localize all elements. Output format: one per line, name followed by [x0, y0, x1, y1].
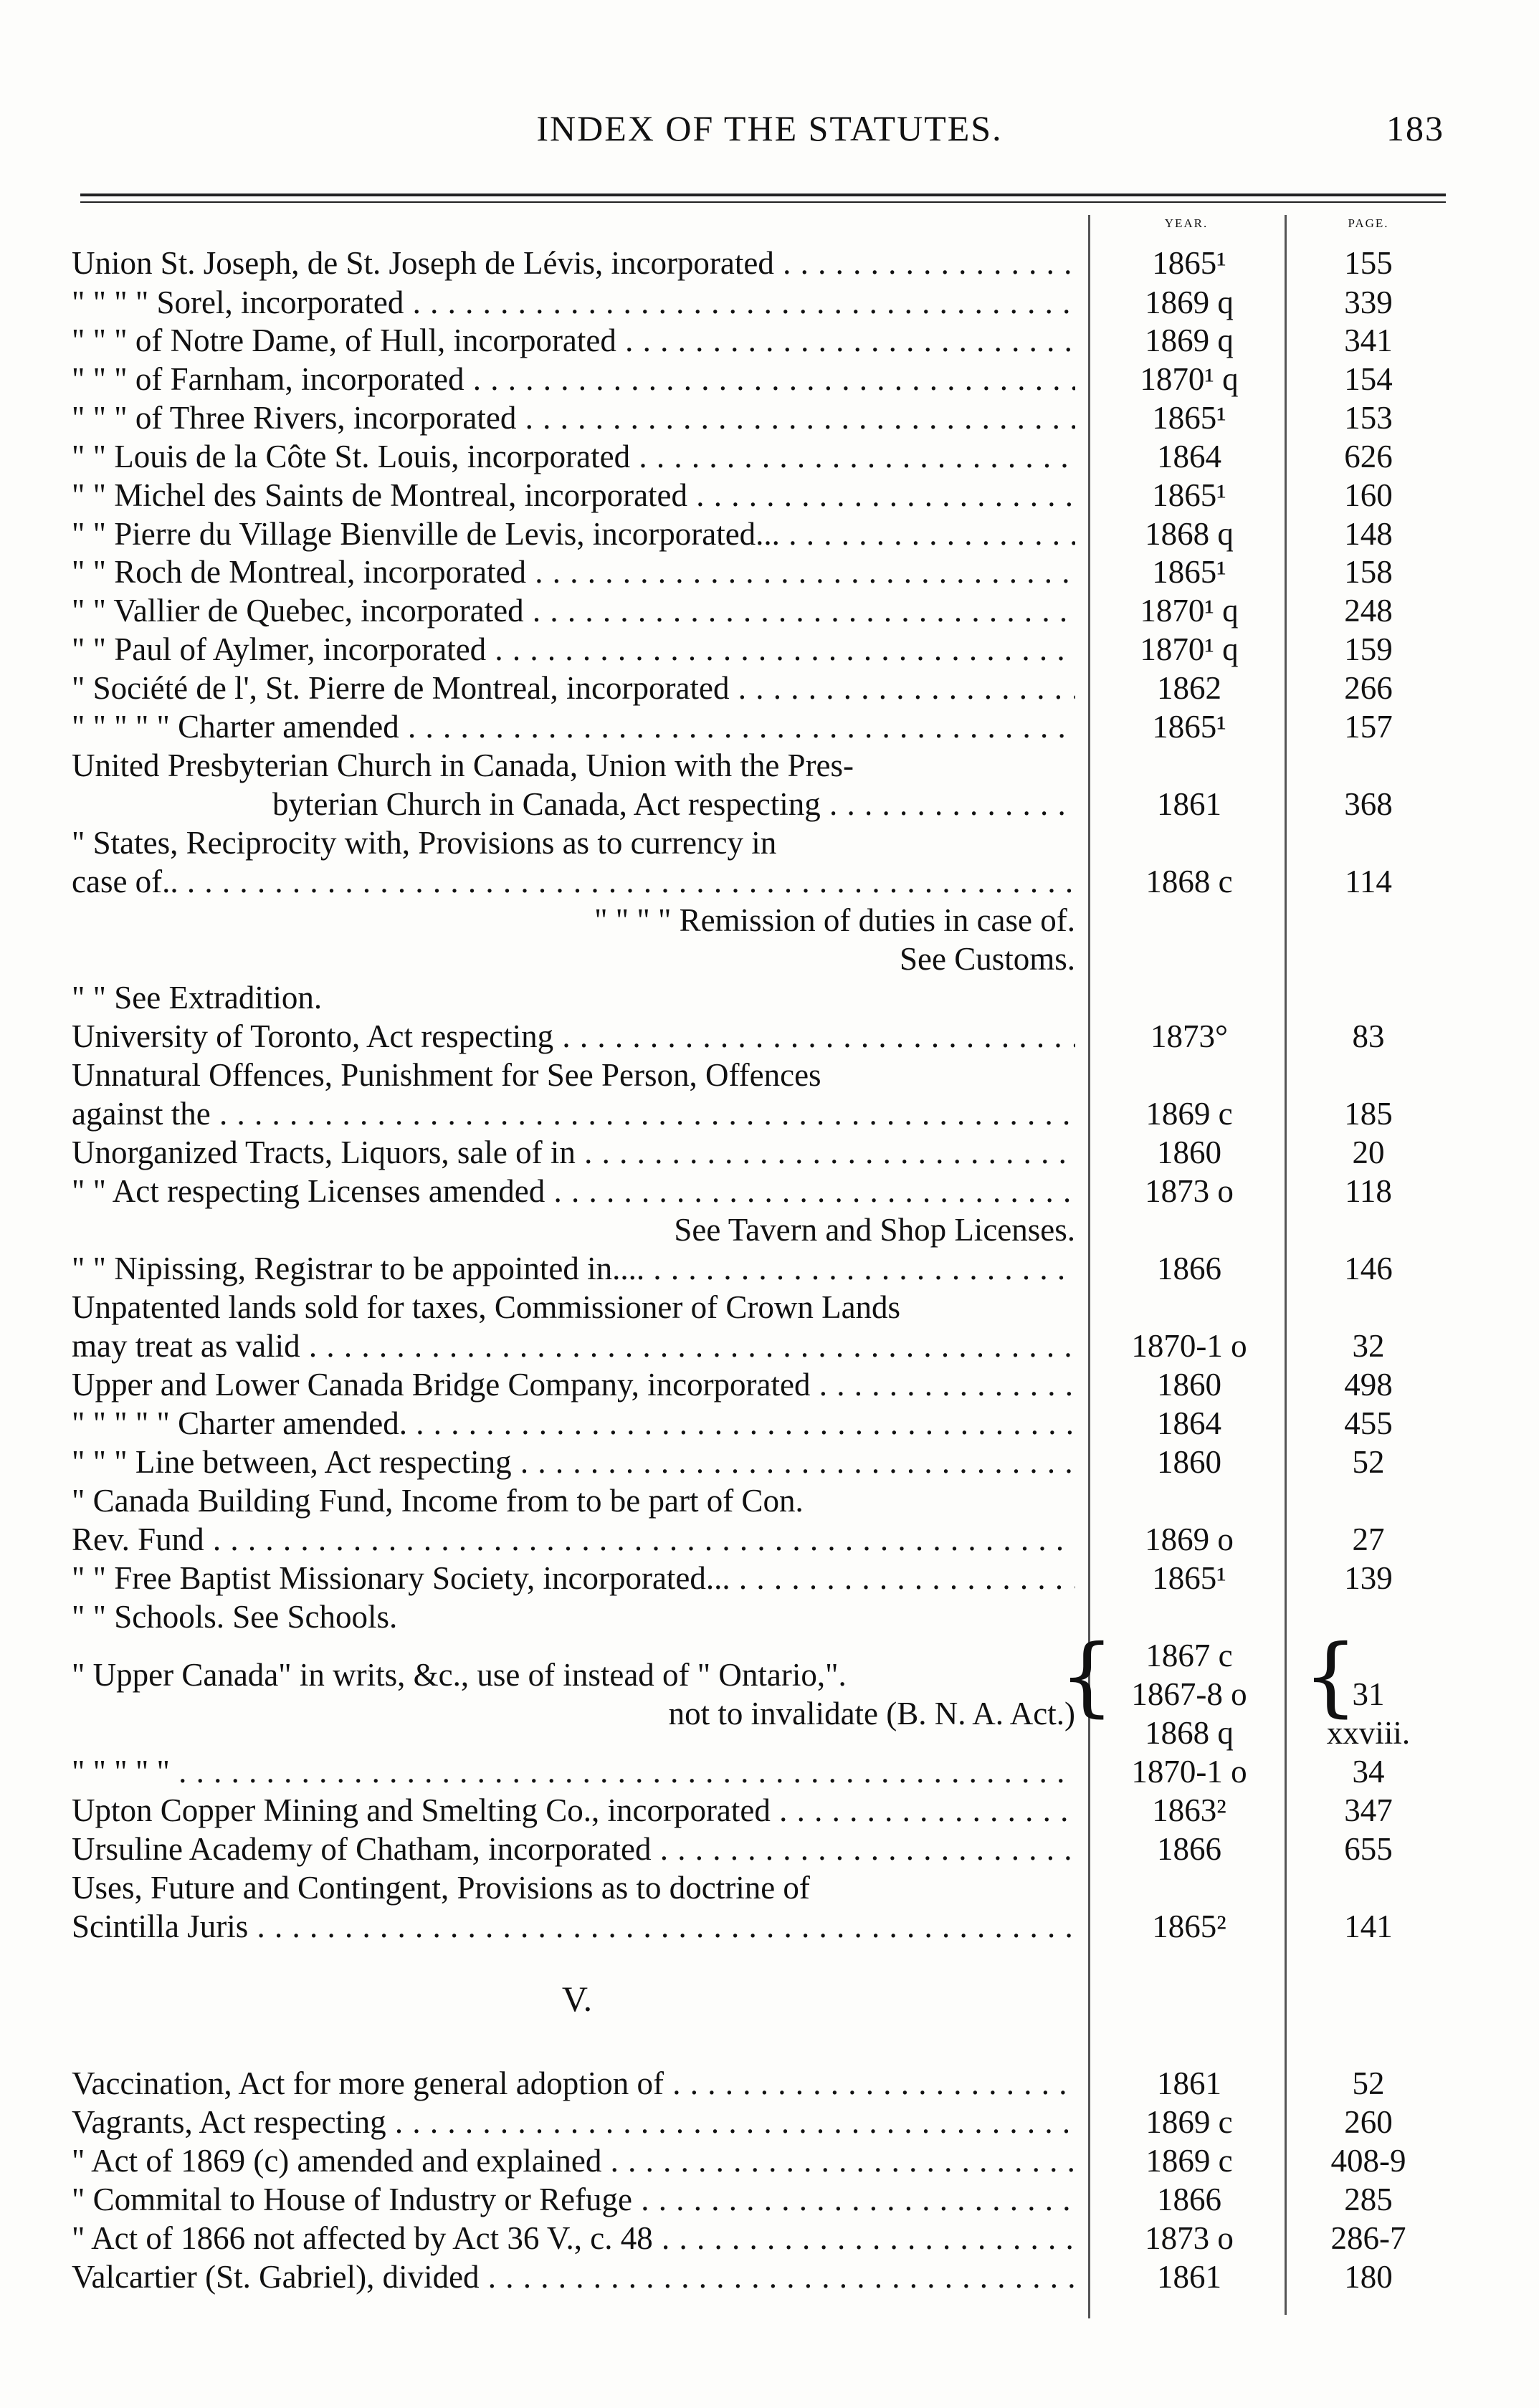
entry-year: 1860 [1157, 1444, 1221, 1480]
index-entry [72, 2141, 1455, 2180]
header-rule-thick [80, 194, 1446, 196]
index-entry [72, 515, 1455, 553]
entry-year: 1870¹ q [1140, 361, 1239, 397]
index-entry [72, 1056, 1455, 1094]
entry-year: 1873 o [1145, 2220, 1234, 2256]
index-entry [72, 553, 1455, 591]
entry-page: 32 [1352, 1328, 1385, 1364]
entry-page: 341 [1344, 322, 1393, 358]
entry-year: 1865¹ [1152, 400, 1226, 436]
entry-year: 1867-8 o [1131, 1676, 1247, 1712]
index-entry [72, 1830, 1455, 1868]
index-entry [72, 360, 1455, 398]
entry-text: Ursuline Academy of Chatham, incorporated . . . [72, 1830, 1075, 1868]
entry-text: Vagrants, Act respecting . . . [72, 2103, 1075, 2141]
index-entry [72, 1791, 1455, 1830]
entry-text: Vaccination, Act for more general adoption of . . . [72, 2064, 1075, 2103]
index-entry [72, 669, 1455, 707]
entry-text: " " " " Remission of duties in case of. [594, 902, 1075, 938]
entry-page: 285 [1344, 2182, 1393, 2217]
entry-text: University of Toronto, Act respecting . . . [72, 1017, 1075, 1056]
entry-page: 626 [1344, 439, 1393, 474]
entry-year: 1869 c [1145, 2104, 1233, 2140]
column-heading-year: YEAR. [1164, 216, 1209, 230]
entry-year: 1865¹ [1152, 477, 1226, 513]
entry-page: 339 [1344, 285, 1393, 320]
entry-text: " " Schools. See Schools. [72, 1599, 398, 1635]
entry-page: 52 [1352, 2065, 1385, 2101]
index-entry [72, 1365, 1455, 1404]
entry-text: " " Vallier de Quebec, incorporated . . . [72, 591, 1075, 630]
entry-text: Unorganized Tracts, Liquors, sale of in . . . [72, 1133, 1075, 1172]
entry-year: 1861 [1157, 2259, 1221, 2295]
entry-year: 1865¹ [1152, 709, 1226, 745]
entry-text: See Tavern and Shop Licenses. [674, 1212, 1075, 1248]
entry-page: 260 [1344, 2104, 1393, 2140]
entry-text: " " Paul of Aylmer, incorporated . . . [72, 630, 1075, 669]
entry-text: " " Free Baptist Missionary Society, incorporated... . . . [72, 1559, 1075, 1597]
entry-page: 185 [1344, 1096, 1393, 1132]
index-entry [72, 1597, 1455, 1636]
entry-text: Unpatented lands sold for taxes, Commissioner of Crown Lands [72, 1289, 901, 1325]
entry-year: 1869 o [1145, 1521, 1234, 1557]
entry-page: 160 [1344, 477, 1393, 513]
entry-text: not to invalidate (B. N. A. Act.) [668, 1696, 1075, 1731]
entry-year: 1866 [1157, 1831, 1221, 1867]
entry-text: against the . . . [72, 1094, 1075, 1133]
entry-year: 1868 c [1145, 864, 1233, 899]
entry-year: 1865¹ [1152, 554, 1226, 590]
entry-year: 1864 [1157, 439, 1221, 474]
entry-page: 266 [1344, 670, 1393, 706]
entry-year: 1870¹ q [1140, 631, 1239, 667]
entry-text: " " " " Sorel, incorporated . . . [72, 283, 1075, 322]
index-entry [72, 940, 1455, 978]
entry-text: case of.. . . . [72, 862, 1075, 901]
entry-page: 498 [1344, 1367, 1393, 1403]
entry-text: " " Act respecting Licenses amended . . . [72, 1172, 1075, 1210]
entry-text: Uses, Future and Contingent, Provisions as to doctrine of [72, 1870, 810, 1906]
index-entry [72, 1210, 1455, 1249]
entry-page: 455 [1344, 1405, 1393, 1441]
index-entry [72, 785, 1455, 823]
entry-page: 154 [1344, 361, 1393, 397]
entry-page: xxviii. [1326, 1715, 1411, 1751]
entry-text: " " " of Farnham, incorporated . . . [72, 360, 1075, 398]
index-entry [72, 321, 1455, 360]
entry-text: " Société de l', St. Pierre de Montreal, incorporated . . . [72, 669, 1075, 707]
entry-text: " " Nipissing, Registrar to be appointed in.... . . . [72, 1249, 1075, 1288]
index-entry [72, 283, 1455, 322]
index-entry [72, 862, 1455, 901]
entry-page: 157 [1344, 709, 1393, 745]
index-entry [72, 823, 1455, 862]
entry-page: 286-7 [1330, 2220, 1406, 2256]
entry-page: 655 [1344, 1831, 1393, 1867]
entry-page: 155 [1344, 245, 1393, 281]
entry-page: 34 [1352, 1754, 1385, 1790]
entry-text: " " " " " . . . [72, 1752, 1075, 1791]
entry-year: 1864 [1157, 1405, 1221, 1441]
entry-text: " Act of 1869 (c) amended and explained . . . [72, 2141, 1075, 2180]
entry-text: " " " " " Charter amended . . . [72, 707, 1075, 746]
entry-text: " Upper Canada" in writs, &c., use of instead of " Ontario,". [72, 1657, 847, 1693]
entry-year: 1866 [1157, 1251, 1221, 1286]
entry-page: 158 [1344, 554, 1393, 590]
entry-year: 1863² [1152, 1792, 1226, 1828]
entry-year: 1869 q [1145, 285, 1234, 320]
entry-year: 1870-1 o [1131, 1754, 1247, 1790]
section-heading-v: V. [561, 1979, 593, 2019]
index-entry [72, 1696, 1455, 1752]
entry-year: 1869 c [1145, 2143, 1233, 2179]
index-entry [72, 978, 1455, 1017]
entry-text: byterian Church in Canada, Act respecting . . . [272, 785, 1075, 823]
entry-year: 1866 [1157, 2182, 1221, 2217]
index-entry [72, 244, 1455, 282]
entry-page: 148 [1344, 516, 1393, 552]
entry-page: 118 [1345, 1173, 1392, 1209]
entry-page: 27 [1352, 1521, 1385, 1557]
entry-text: " States, Reciprocity with, Provisions as to currency in [72, 825, 777, 861]
entry-text: " Canada Building Fund, Income from to be part of Con. [72, 1483, 804, 1519]
entry-year: 1873 o [1145, 1173, 1234, 1209]
index-entry [72, 1017, 1455, 1056]
entry-year: 1860 [1157, 1134, 1221, 1170]
entry-text: Union St. Joseph, de St. Joseph de Lévis, incorporated . . . [72, 244, 1075, 282]
entry-page: 180 [1344, 2259, 1393, 2295]
index-entry [72, 437, 1455, 476]
index-entry [72, 1559, 1455, 1597]
entry-page: 368 [1344, 786, 1393, 822]
entry-text: Unnatural Offences, Punishment for See Person, Offences [72, 1057, 821, 1093]
entry-text: " " See Extradition. [72, 980, 323, 1016]
index-entry [72, 1249, 1455, 1288]
entry-text: " " Michel des Saints de Montreal, incorporated . . . [72, 476, 1075, 515]
entry-text: " Commital to House of Industry or Refuge . . . [72, 2180, 1075, 2219]
entry-year: 1869 c [1145, 1096, 1233, 1132]
entry-page: 31 [1352, 1676, 1385, 1712]
index-entry [72, 1172, 1455, 1210]
index-entry [72, 746, 1455, 785]
entry-year: 1860 [1157, 1367, 1221, 1403]
index-entry [72, 1868, 1455, 1907]
index-entry [72, 1481, 1455, 1520]
entry-year: 1868 q [1145, 1715, 1234, 1751]
entry-year: 1865² [1152, 1908, 1226, 1944]
index-entry [72, 1520, 1455, 1559]
index-entry [72, 707, 1455, 746]
index-entry [72, 2219, 1455, 2258]
entry-page: 139 [1344, 1560, 1393, 1596]
entry-year: 1869 q [1145, 322, 1234, 358]
entry-text: Upper and Lower Canada Bridge Company, incorporated . . . [72, 1365, 1075, 1404]
entry-page: 20 [1352, 1134, 1385, 1170]
entry-page: 52 [1352, 1444, 1385, 1480]
entry-text: " " " Line between, Act respecting . . . [72, 1443, 1075, 1481]
entry-page: 153 [1344, 400, 1393, 436]
index-entry [72, 398, 1455, 437]
header-rule-thin [80, 201, 1446, 203]
index-entry [72, 1327, 1455, 1365]
entry-year: 1870¹ q [1140, 593, 1239, 629]
index-entry [72, 901, 1455, 940]
entry-year: 1867 c [1145, 1638, 1233, 1673]
entry-year: 1865¹ [1152, 245, 1226, 281]
entry-text: " " " of Notre Dame, of Hull, incorporated . . . [72, 321, 1075, 360]
entry-text: " " Louis de la Côte St. Louis, incorporated . . . [72, 437, 1075, 476]
entry-text: Scintilla Juris . . . [72, 1907, 1075, 1946]
entry-year: 1865¹ [1152, 1560, 1226, 1596]
entry-year: 1870-1 o [1131, 1328, 1247, 1364]
entry-year: 1868 q [1145, 516, 1234, 552]
running-title: INDEX OF THE STATUTES. [536, 108, 1003, 148]
index-entry [72, 1752, 1455, 1791]
index-entry [72, 476, 1455, 515]
left-brace: { [1059, 1627, 1115, 1726]
index-entry [72, 2064, 1455, 2103]
index-entry [72, 1907, 1455, 1946]
entry-text: See Customs. [899, 941, 1075, 977]
right-brace: { [1303, 1627, 1358, 1726]
entry-page: 114 [1345, 864, 1392, 899]
index-entry [72, 630, 1455, 669]
entry-text: " " Roch de Montreal, incorporated . . . [72, 553, 1075, 591]
column-heading-page: PAGE. [1348, 216, 1389, 230]
entry-page: 159 [1344, 631, 1393, 667]
page-number: 183 [1386, 108, 1444, 148]
entry-text: United Presbyterian Church in Canada, Union with the Pres- [72, 747, 854, 783]
entry-page: 408-9 [1330, 2143, 1406, 2179]
entry-text: Valcartier (St. Gabriel), divided . . . [72, 2258, 1075, 2296]
entry-year: 1861 [1157, 2065, 1221, 2101]
entry-text: " " " " " Charter amended. . . . [72, 1404, 1075, 1443]
index-entry [72, 1443, 1455, 1481]
index-entry [72, 1288, 1455, 1327]
index-entry [72, 1094, 1455, 1133]
index-entry [72, 591, 1455, 630]
entry-text: Rev. Fund . . . [72, 1520, 1075, 1559]
entry-page: 83 [1352, 1018, 1385, 1054]
entry-text: " " Pierre du Village Bienville de Levis, incorporated... . . . [72, 515, 1075, 553]
entry-page: 347 [1344, 1792, 1393, 1828]
entry-page: 146 [1344, 1251, 1393, 1286]
entry-page: 248 [1344, 593, 1393, 629]
index-entry [72, 1133, 1455, 1172]
entry-text: may treat as valid . . . [72, 1327, 1075, 1365]
entry-text: " Act of 1866 not affected by Act 36 V., c. 48 . . . [72, 2219, 1075, 2258]
entry-text: Upton Copper Mining and Smelting Co., incorporated . . . [72, 1791, 1075, 1830]
index-entry [72, 2258, 1455, 2296]
entry-text: " " " of Three Rivers, incorporated . . . [72, 398, 1075, 437]
entry-page: 141 [1344, 1908, 1393, 1944]
entry-year: 1862 [1157, 670, 1221, 706]
index-entry [72, 2180, 1455, 2219]
entry-year: 1861 [1157, 786, 1221, 822]
index-entry [72, 1404, 1455, 1443]
index-entry [72, 2103, 1455, 2141]
entry-year: 1873° [1150, 1018, 1228, 1054]
